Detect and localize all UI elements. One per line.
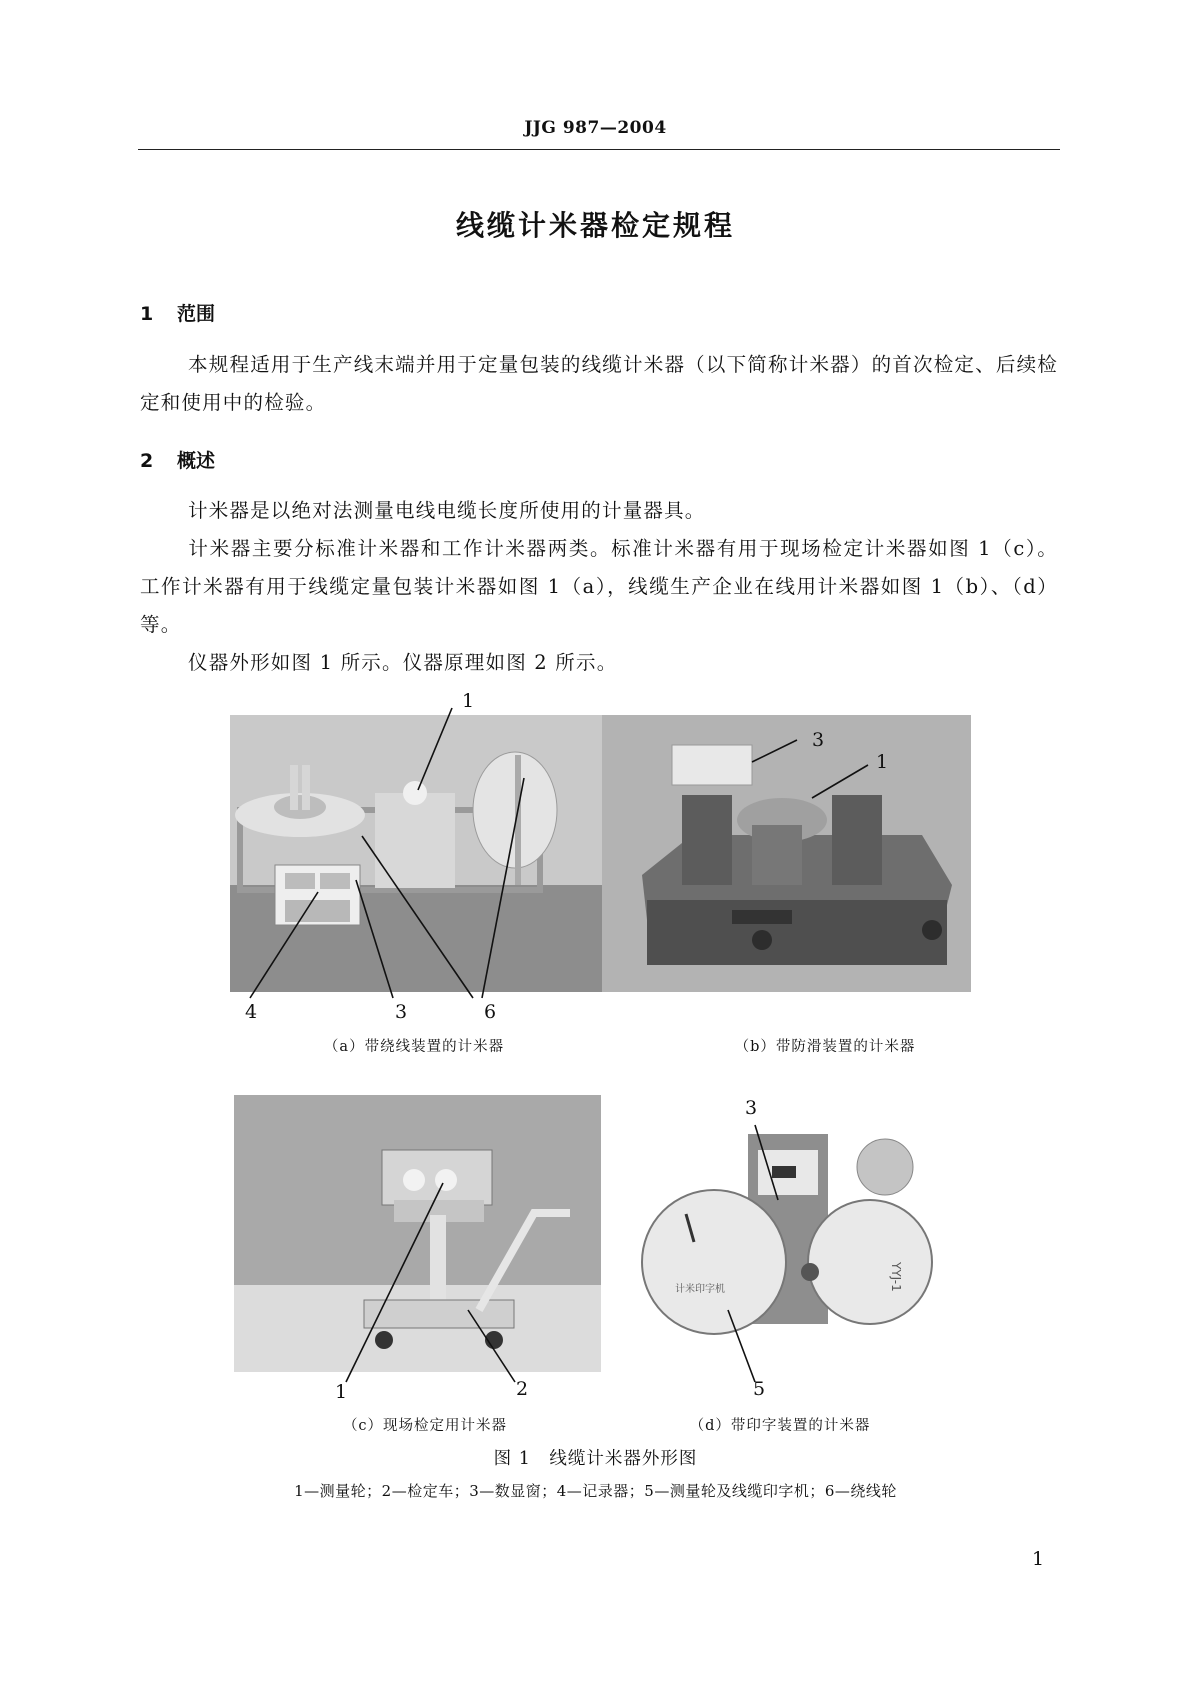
callout-a-3: 3 [395,1001,408,1023]
section-2-heading [140,446,215,473]
section-number: 1 [140,303,154,325]
page-number: 1 [1032,1548,1045,1570]
scope-text: 本规程适用于生产线末端并用于定量包装的线缆计米器（以下简称计米器）的首次检定、后续检定和使用中的检验。 [140,353,1058,414]
caption-d: （d）带印字装置的计米器 [689,1418,871,1434]
figure-legend: 1—测量轮；2—检定车；3—数显窗；4—记录器；5—测量轮及线缆印字机；6—绕线轮 [294,1482,897,1500]
callout-a-6: 6 [484,1001,497,1023]
overview-paragraph-2 [140,530,1058,644]
photo-d-printing-meter [640,1122,940,1372]
callout-a-1: 1 [462,690,475,712]
document-title: 线缆计米器检定规程 [455,209,735,242]
callout-d-5: 5 [753,1378,766,1400]
photo-a-winding-meter [230,715,602,992]
section-title: 范围 [177,303,216,325]
overview-text-3: 仪器外形如图 1 所示。仪器原理如图 2 所示。 [188,651,618,674]
overview-text-1: 计米器是以绝对法测量电线电缆长度所使用的计量器具。 [188,499,706,522]
callout-d-3: 3 [745,1097,758,1119]
callout-b-1: 1 [876,751,889,773]
callout-c-2: 2 [516,1378,529,1400]
overview-paragraph-1 [140,492,1058,530]
caption-c: （c）现场检定用计米器 [342,1418,508,1434]
overview-paragraph-3 [140,644,1058,682]
callout-c-1: 1 [335,1381,348,1403]
photo-b-antiskid-meter [602,715,971,992]
photo-c-field-verification-meter [234,1095,601,1372]
overview-text-2: 计米器主要分标准计米器和工作计米器两类。标准计米器有用于现场检定计米器如图 1（c）。工作计米器有用于线缆定量包装计米器如图 1（a），线缆生产企业在线用计米器如图 1（b）、（d）等。 [140,537,1058,636]
caption-a: （a）带绕线装置的计米器 [323,1039,505,1055]
standard-code-header: JJG 987—2004 [524,118,667,138]
callout-b-3: 3 [812,729,825,751]
wheel-label-text: 计米印字机 [675,1284,725,1295]
section-1-heading [140,299,215,326]
callout-a-4: 4 [245,1001,258,1023]
header-rule [138,149,1060,150]
section-title: 概述 [177,450,216,472]
wheel-model-text: YYJ-1 [889,1262,903,1292]
scope-paragraph [140,346,1058,422]
section-number: 2 [140,450,154,472]
figure-title: 图 1 线缆计米器外形图 [493,1449,698,1469]
caption-b: （b）带防滑装置的计米器 [734,1039,916,1055]
